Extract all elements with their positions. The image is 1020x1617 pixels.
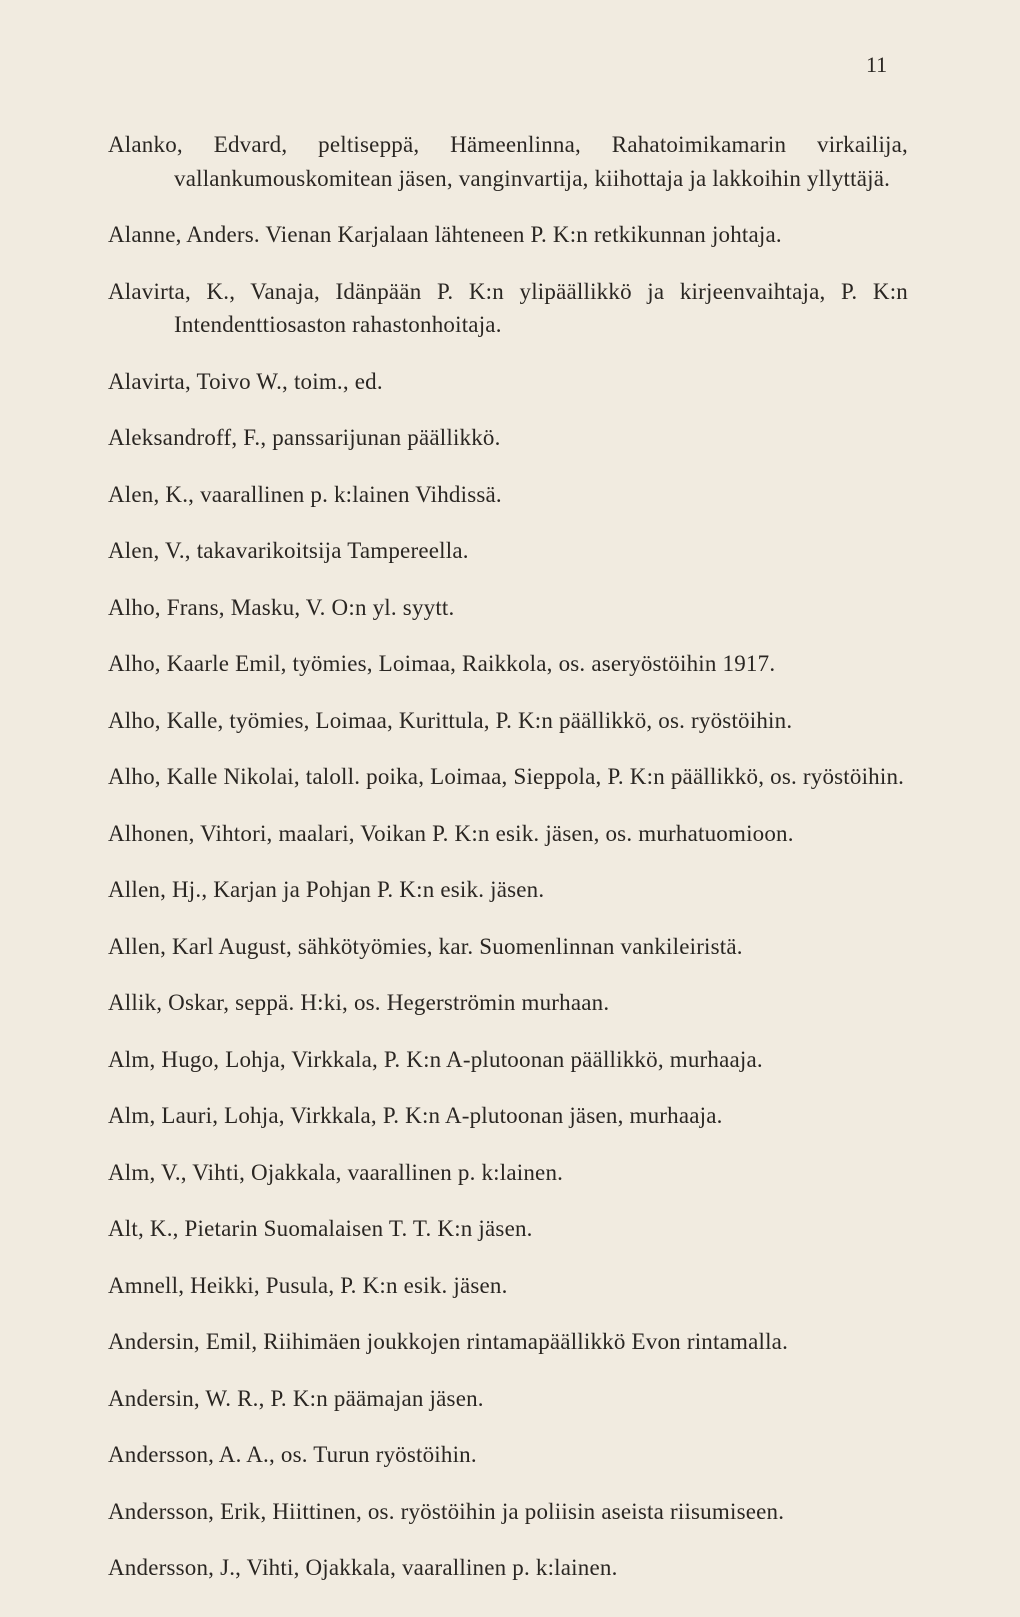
entry: Andersson, J., Vihti, Ojakkala, vaarallinen p. k:lainen. — [108, 1555, 618, 1580]
entry: Andersson, Erik, Hiittinen, os. ryöstöihin ja poliisin aseista riisumiseen. — [108, 1498, 785, 1524]
entry-list — [108, 105, 908, 1589]
entry: Alm, V., Vihti, Ojakkala, vaarallinen p. k:lainen. — [108, 1159, 564, 1185]
entry: Allen, Karl August, sähkötyömies, kar. Suomenlinnan vankileiristä. — [108, 933, 743, 959]
entry: Andersson, A. A., os. Turun ryöstöihin. — [108, 1442, 477, 1467]
entry: Alen, K., vaarallinen p. k:lainen Vihdissä. — [108, 481, 502, 507]
entry: Alho, Frans, Masku, V. O:n yl. syytt. — [108, 594, 455, 620]
entry: Alavirta, Toivo W., toim., ed. — [108, 368, 383, 394]
entry: Alen, V., takavarikoitsija Tampereella. — [108, 538, 469, 563]
entry: Alanko, Edvard, peltiseppä, Hämeenlinna, Rahatoimikamarin virkailija, vallankumouskomitean jäsen, vanginvartija, kiihottaja ja lakkoihin yllyttäjä. — [108, 132, 908, 191]
entry: Aleksandroff, F., panssarijunan päällikkö. — [108, 425, 501, 450]
entry: Andersin, W. R., P. K:n päämajan jäsen. — [108, 1385, 484, 1411]
page-number: 11 — [866, 52, 888, 77]
entry: Alho, Kaarle Emil, työmies, Loimaa, Raikkola, os. aseryöstöihin 1917. — [108, 651, 776, 676]
entry: Alm, Hugo, Lohja, Virkkala, P. K:n A-plutoonan päällikkö, murhaaja. — [108, 1046, 763, 1072]
entry: Alho, Kalle, työmies, Loimaa, Kurittula, P. K:n päällikkö, os. ryöstöihin. — [108, 707, 793, 733]
entry: Andersin, Emil, Riihimäen joukkojen rintamapäällikkö Evon rintamalla. — [108, 1329, 789, 1354]
entry: Alm, Lauri, Lohja, Virkkala, P. K:n A-plutoonan jäsen, murhaaja. — [108, 1103, 723, 1128]
entry: Allik, Oskar, seppä. H:ki, os. Hegerströmin murhaan. — [108, 990, 610, 1015]
entry: Alanne, Anders. Vienan Karjalaan lähteneen P. K:n retkikunnan johtaja. — [108, 222, 782, 247]
entry: Alho, Kalle Nikolai, taloll. poika, Loimaa, Sieppola, P. K:n päällikkö, os. ryöstöihin. — [108, 764, 905, 789]
entry: Amnell, Heikki, Pusula, P. K:n esik. jäsen. — [108, 1272, 508, 1298]
entry: Alavirta, K., Vanaja, Idänpään P. K:n ylipäällikkö ja kirjeenvaihtaja, P. K:n Intendenttiosaston rahastonhoitaja. — [108, 278, 908, 337]
entry: Allen, Hj., Karjan ja Pohjan P. K:n esik. jäsen. — [108, 877, 545, 902]
entry: Alhonen, Vihtori, maalari, Voikan P. K:n esik. jäsen, os. murhatuomioon. — [108, 820, 794, 846]
entry: Alt, K., Pietarin Suomalaisen T. T. K:n jäsen. — [108, 1216, 533, 1241]
